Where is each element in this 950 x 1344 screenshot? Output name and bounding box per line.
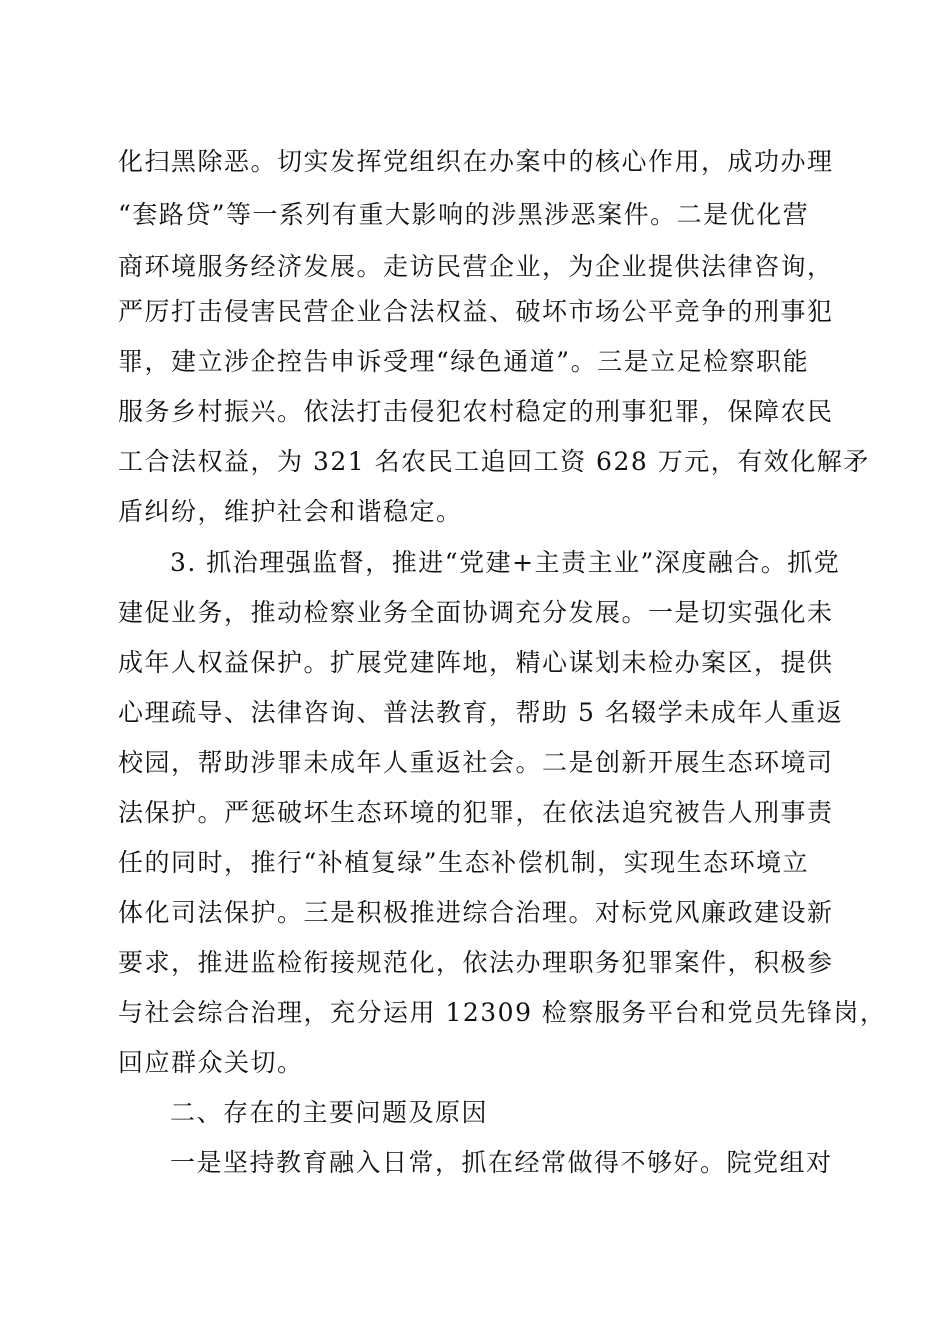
paragraph-1-line-4: 严厉打击侵害民营企业合法权益、破坏市场公平竞争的刑事犯 — [118, 297, 834, 326]
paragraph-1-line-6: 服务乡村振兴。依法打击侵犯农村稳定的刑事犯罪，保障农民 — [118, 397, 834, 426]
paragraph-1-line-5: 罪，建立涉企控告申诉受理“绿色通道”。三是立足检察职能 — [118, 347, 810, 376]
paragraph-3-line-1: 一是坚持教育融入日常，抓在经常做得不够好。院党组对 — [170, 1148, 833, 1177]
paragraph-2-line-6: 法保护。严惩破坏生态环境的犯罪，在依法追究被告人刑事责 — [118, 798, 834, 827]
paragraph-1-line-1: 化扫黑除恶。切实发挥党组织在办案中的核心作用，成功办理 — [118, 147, 834, 176]
paragraph-2-line-11: 回应群众关切。 — [118, 1048, 304, 1077]
paragraph-2-line-3: 成年人权益保护。扩展党建阵地，精心谋划未检办案区，提供 — [118, 648, 834, 677]
paragraph-1-line-3: 商环境服务经济发展。走访民营企业，为企业提供法律咨询， — [118, 252, 834, 281]
paragraph-1-line-2: “套路贷”等一系列有重大影响的涉黑涉恶案件。二是优化营 — [118, 200, 810, 229]
paragraph-2-line-4: 心理疏导、法律咨询、普法教育，帮助 5 名辍学未成年人重返 — [118, 698, 844, 727]
paragraph-2-line-7: 任的同时，推行“补植复绿”生态补偿机制，实现生态环境立 — [118, 848, 810, 877]
paragraph-2-line-5: 校园，帮助涉罪未成年人重返社会。二是创新开展生态环境司 — [118, 748, 834, 777]
paragraph-1-line-8: 盾纠纷，维护社会和谐稳定。 — [118, 497, 463, 526]
paragraph-1-line-7: 工合法权益，为 321 名农民工追回工资 628 万元，有效化解矛 — [118, 447, 870, 476]
paragraph-2-line-1: 3. 抓治理强监督，推进“党建+主责主业”深度融合。抓党 — [170, 548, 841, 577]
paragraph-2-line-10: 与社会综合治理，充分运用 12309 检察服务平台和党员先锋岗， — [118, 998, 887, 1027]
section-heading: 二、存在的主要问题及原因 — [170, 1098, 489, 1127]
paragraph-2-line-9: 要求，推进监检衔接规范化，依法办理职务犯罪案件，积极参 — [118, 948, 834, 977]
paragraph-2-line-8: 体化司法保护。三是积极推进综合治理。对标党风廉政建设新 — [118, 898, 834, 927]
paragraph-2-line-2: 建促业务，推动检察业务全面协调充分发展。一是切实强化未 — [118, 598, 834, 627]
